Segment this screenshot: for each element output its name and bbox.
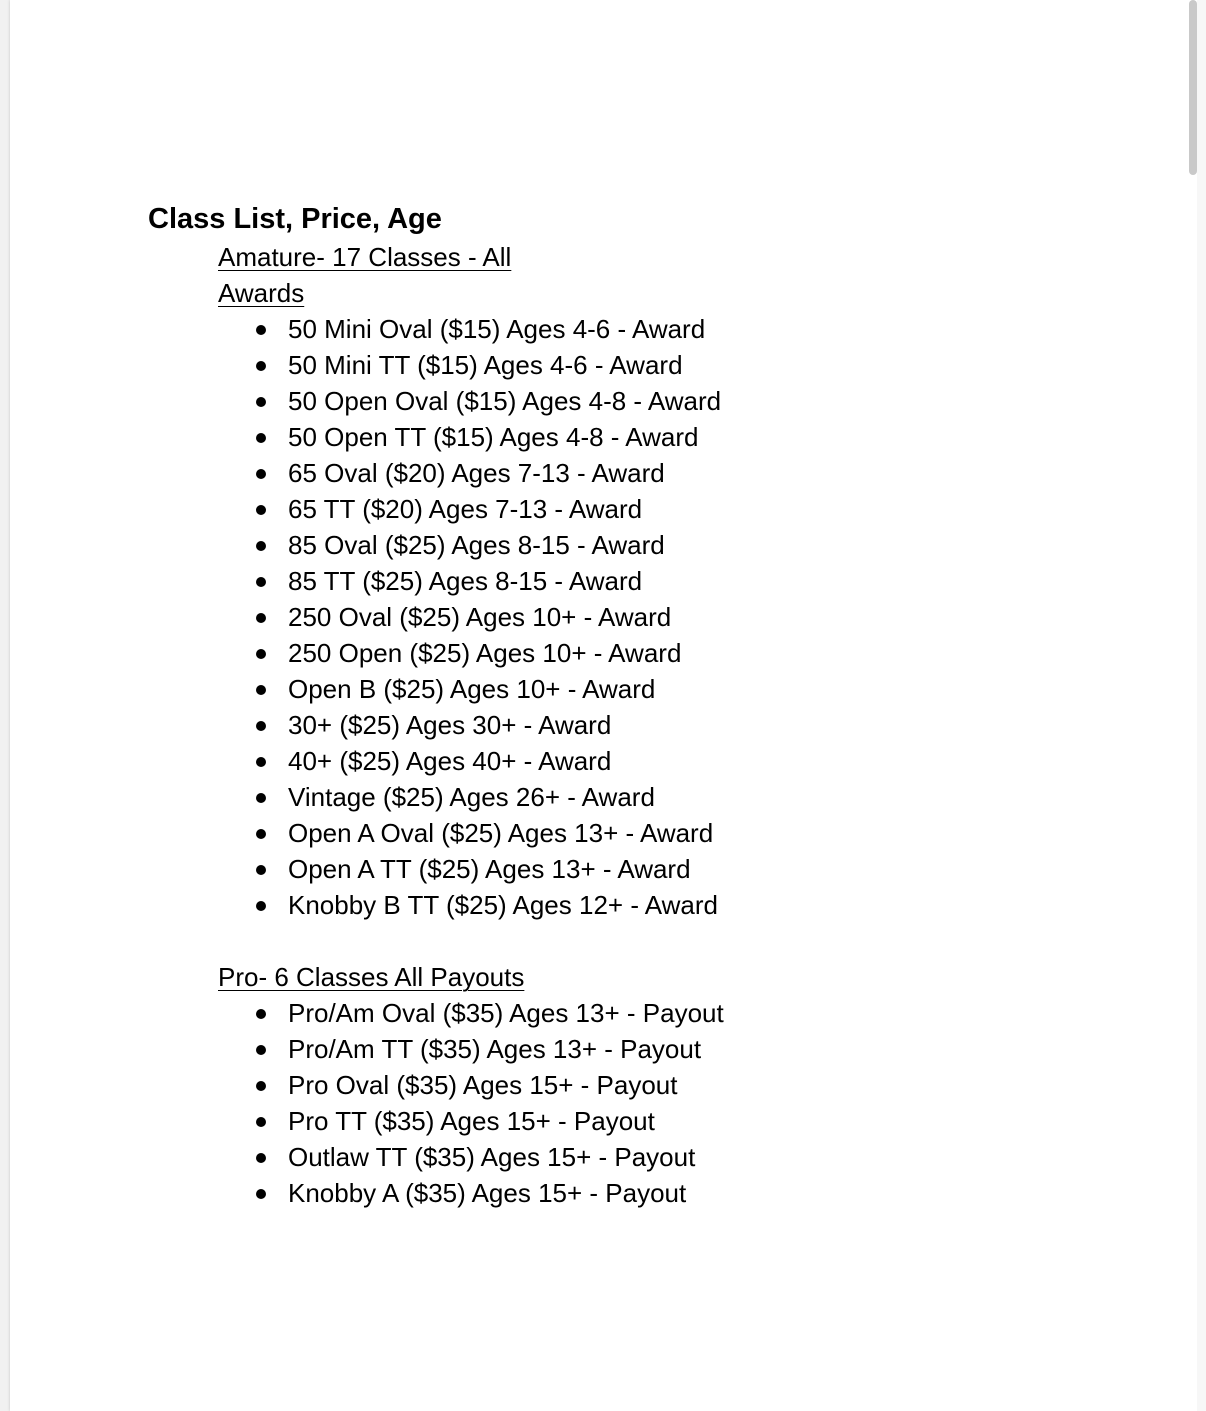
scrollbar-track[interactable] [1197, 0, 1206, 1411]
list-item: 30+ ($25) Ages 30+ - Award [218, 707, 778, 743]
list-item: Pro Oval ($35) Ages 15+ - Payout [218, 1067, 778, 1103]
list-item: 65 TT ($20) Ages 7-13 - Award [218, 491, 778, 527]
amateur-section [218, 239, 778, 923]
amateur-heading-line2: Awards [218, 278, 305, 308]
list-item: 85 Oval ($25) Ages 8-15 - Award [218, 527, 778, 563]
scrollbar-thumb[interactable] [1189, 0, 1197, 175]
amateur-heading-line1: Amature- 17 Classes - All [218, 242, 512, 272]
list-item: 50 Mini Oval ($15) Ages 4-6 - Award [218, 311, 778, 347]
list-item: Open A Oval ($25) Ages 13+ - Award [218, 815, 778, 851]
list-item: 85 TT ($25) Ages 8-15 - Award [218, 563, 778, 599]
list-item: Knobby A ($35) Ages 15+ - Payout [218, 1175, 778, 1211]
pro-heading: Pro- 6 Classes All Payouts [218, 962, 525, 992]
list-item: Outlaw TT ($35) Ages 15+ - Payout [218, 1139, 778, 1175]
amateur-class-list [218, 311, 778, 923]
list-item: Pro TT ($35) Ages 15+ - Payout [218, 1103, 778, 1139]
pro-section [218, 959, 778, 1211]
list-item: Knobby B TT ($25) Ages 12+ - Award [218, 887, 778, 923]
pro-class-list [218, 995, 778, 1211]
document-title: Class List, Price, Age [148, 203, 442, 235]
list-item: 65 Oval ($20) Ages 7-13 - Award [218, 455, 778, 491]
list-item: Pro/Am Oval ($35) Ages 13+ - Payout [218, 995, 778, 1031]
list-item: Pro/Am TT ($35) Ages 13+ - Payout [218, 1031, 778, 1067]
list-item: 40+ ($25) Ages 40+ - Award [218, 743, 778, 779]
list-item: 250 Oval ($25) Ages 10+ - Award [218, 599, 778, 635]
list-item: Open B ($25) Ages 10+ - Award [218, 671, 778, 707]
list-item: Open A TT ($25) Ages 13+ - Award [218, 851, 778, 887]
list-item: 250 Open ($25) Ages 10+ - Award [218, 635, 778, 671]
list-item: 50 Open TT ($15) Ages 4-8 - Award [218, 419, 778, 455]
list-item: 50 Open Oval ($15) Ages 4-8 - Award [218, 383, 778, 419]
list-item: 50 Mini TT ($15) Ages 4-6 - Award [218, 347, 778, 383]
list-item: Vintage ($25) Ages 26+ - Award [218, 779, 778, 815]
